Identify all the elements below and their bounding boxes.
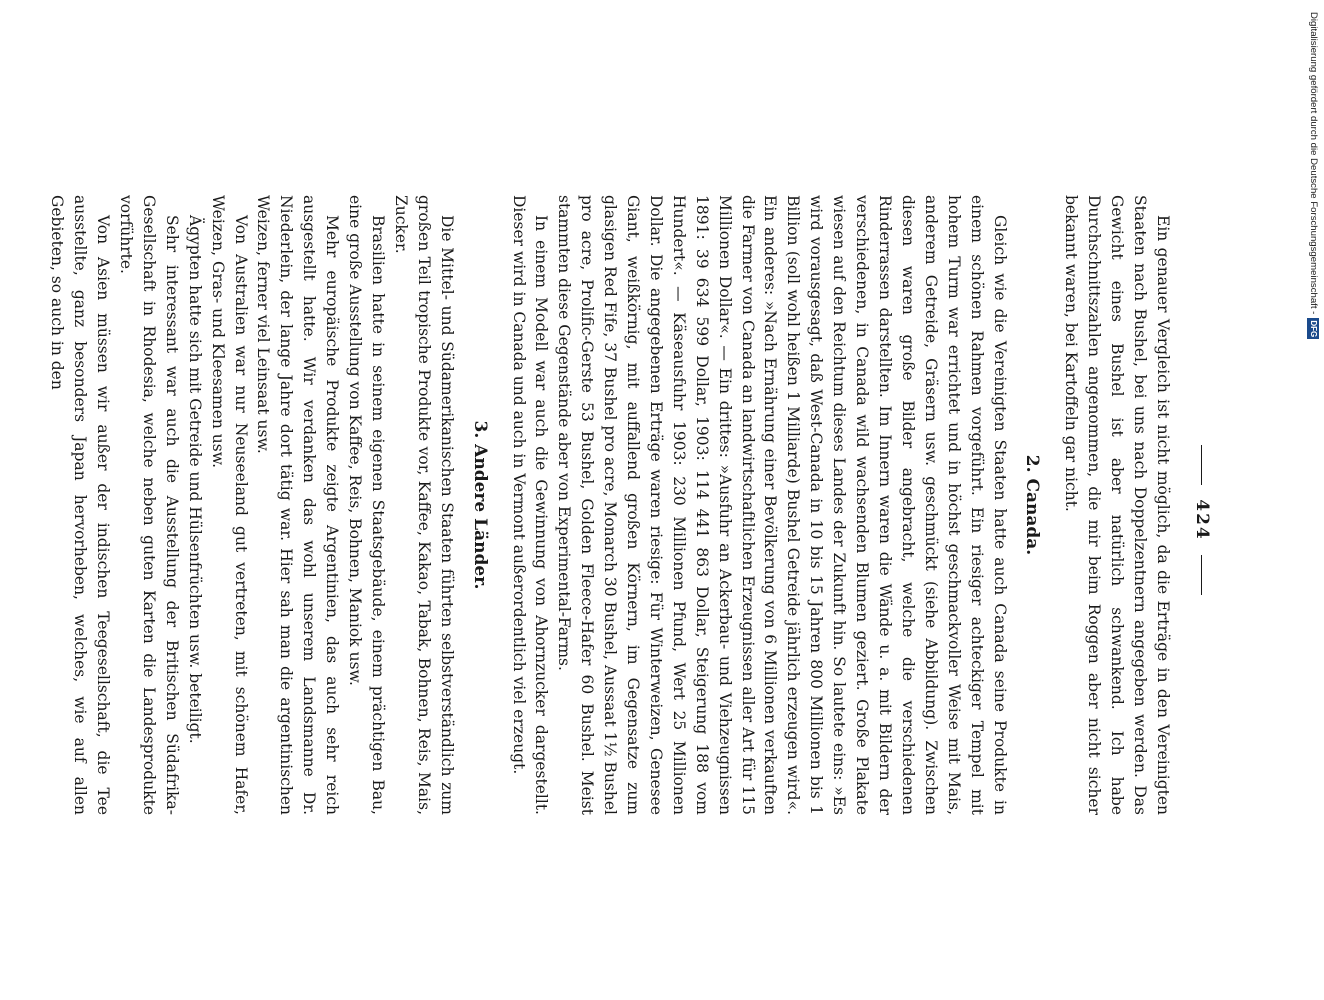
section-heading-canada: 2. Canada. [1022,454,1043,556]
page-number-text: 424 [1192,499,1212,541]
other-paragraph-rhodesia: Sehr interessant war auch die Ausstellung der Britischen Südafrika-Gesellschaft in Rhodesia, welche neben guten Karten die Landesprodukte vorführte. [117,195,181,815]
page-number [1192,420,1212,620]
other-paragraph-argentina: Mehr europäische Produkte zeigte Argentinien, das auch sehr reich ausgestellt hatte. Wir verdanken das wohl unserem Landsmanne Dr. Niederlein, der lange Jahre dort tätig war. Hier sah man die argentinischen Weizen, ferner viel Leinsaat usw. [254,195,342,815]
dfg-logo: DFG [1309,320,1318,338]
digitization-credit-rotated [1303,12,1323,392]
other-paragraph-australia: Von Australien war nur Neuseeland gut vertreten, mit schönem Hafer, Weizen, Gras- und Kleesamen usw. [208,195,250,815]
page-number-dash-right [1201,555,1202,595]
canada-paragraph-2: In einem Modell war auch die Gewinnung von Ahornzucker dargestellt. Dieser wird in Canada und auch in Vermont außerordentlich viel erzeugt. [509,195,551,815]
other-paragraph-egypt: Ägypten hatte sich mit Getreide und Hülsenfrüchten usw. beteiligt. [185,215,204,744]
page-body [45,195,1174,815]
digitization-credit-text: Digitalisierung gefördert durch die Deutsche Forschungsgemeinschaft - [1308,12,1319,315]
digitization-credit [1303,12,1323,392]
intro-paragraph: Ein genauer Vergleich ist nicht möglich, da die Erträge in den Vereinigten Staaten nach Bushel, bei uns nach Doppelzentnern angegeben werden. Das Gewicht eines Bushel ist aber natürlich schwankend. Ich habe Durchschnittszahlen angenommen, die mir beim Roggen aber nicht sicher bekannt waren, bei Kartoffeln gar nicht. [1062,195,1172,815]
page-number-dash-left [1201,445,1202,485]
section-heading-other-countries: 3. Andere Länder. [469,420,490,590]
other-paragraph-asia: Von Asien müssen wir außer der indischen Teegesellschaft, die Tee ausstellte, ganz besonders Japan hervorheben, welches, wie auf allen Gebieten, so auch in den [48,195,113,815]
other-paragraph-brazil: Brasilien hatte in seinem eigenen Staatsgebäude, einem prächtigen Bau, eine große Ausstellung von Kaffee, Reis, Bohnen, Maniok usw. [346,195,387,815]
canada-paragraph-1: Gleich wie die Vereinigten Staaten hatte auch Canada seine Produkte in einem schönen Rahmen vorgeführt. Ein riesiger achteckiger Tempel mit hohem Turm war errichtet und in höchst geschmackvoller Weise mit Mais, anderem Getreide, Gräsern usw. geschmückt (siehe Abbildung). Zwischen diesen waren große Bilder angebracht, welche die verschiedenen Rinderrassen darstellten. Im Innern waren die Wände u. a. mit Bildern der verschiedenen, in Canada wild wachsenden Blumen geziert. Große Plakate wiesen auf den Reichtum dieses Landes der Zukunft hin. So lautete eins: »Es wird vorausgesagt, daß West-Canada in 10 bis 15 Jahren 800 Millionen bis 1 Billion (soll wohl heißen 1 Milliarde) Bushel Getreide jährlich erzeugen wird«. Ein anderes: »Nach Ernährung einer Bevölkerung von 6 Millionen verkauften die Farmer von Canada an landwirtschaftlichen Erzeugnissen aller Art für 115 Millionen Dollar«. — Ein drittes: »Ausfuhr an Ackerbau- und Viehzeugnissen 1891: 39 634 599 Dollar, 1903: 114 441 863 Dollar, Steigerung 188 vom Hundert«. — Käseausfuhr 1903: 230 Millionen Pfund, Wert 25 Millionen Dollar. Die angegebenen Erträge waren riesige: Für Winterweizen, Genesee Giant, weißkörnig, mit auffallend großen Körnern, im Gegensatze zum glasigen Red Fife, 37 Bushel pro acre, Monarch 30 Bushel, Aussaat 1½ Bushel pro acre, Prolific-Gerste 53 Bushel, Golden Fleece-Hafer 60 Bushel. Meist stammten diese Gegenstände aber von Experimental-Farms. [555,195,1009,815]
other-paragraph-1: Die Mittel- und Südamerikanischen Staaten führten selbstverständlich zum großen Teil tropische Produkte vor, Kaffee, Kakao, Tabak, Bohnen, Reis, Mais, Zucker. [391,195,456,815]
